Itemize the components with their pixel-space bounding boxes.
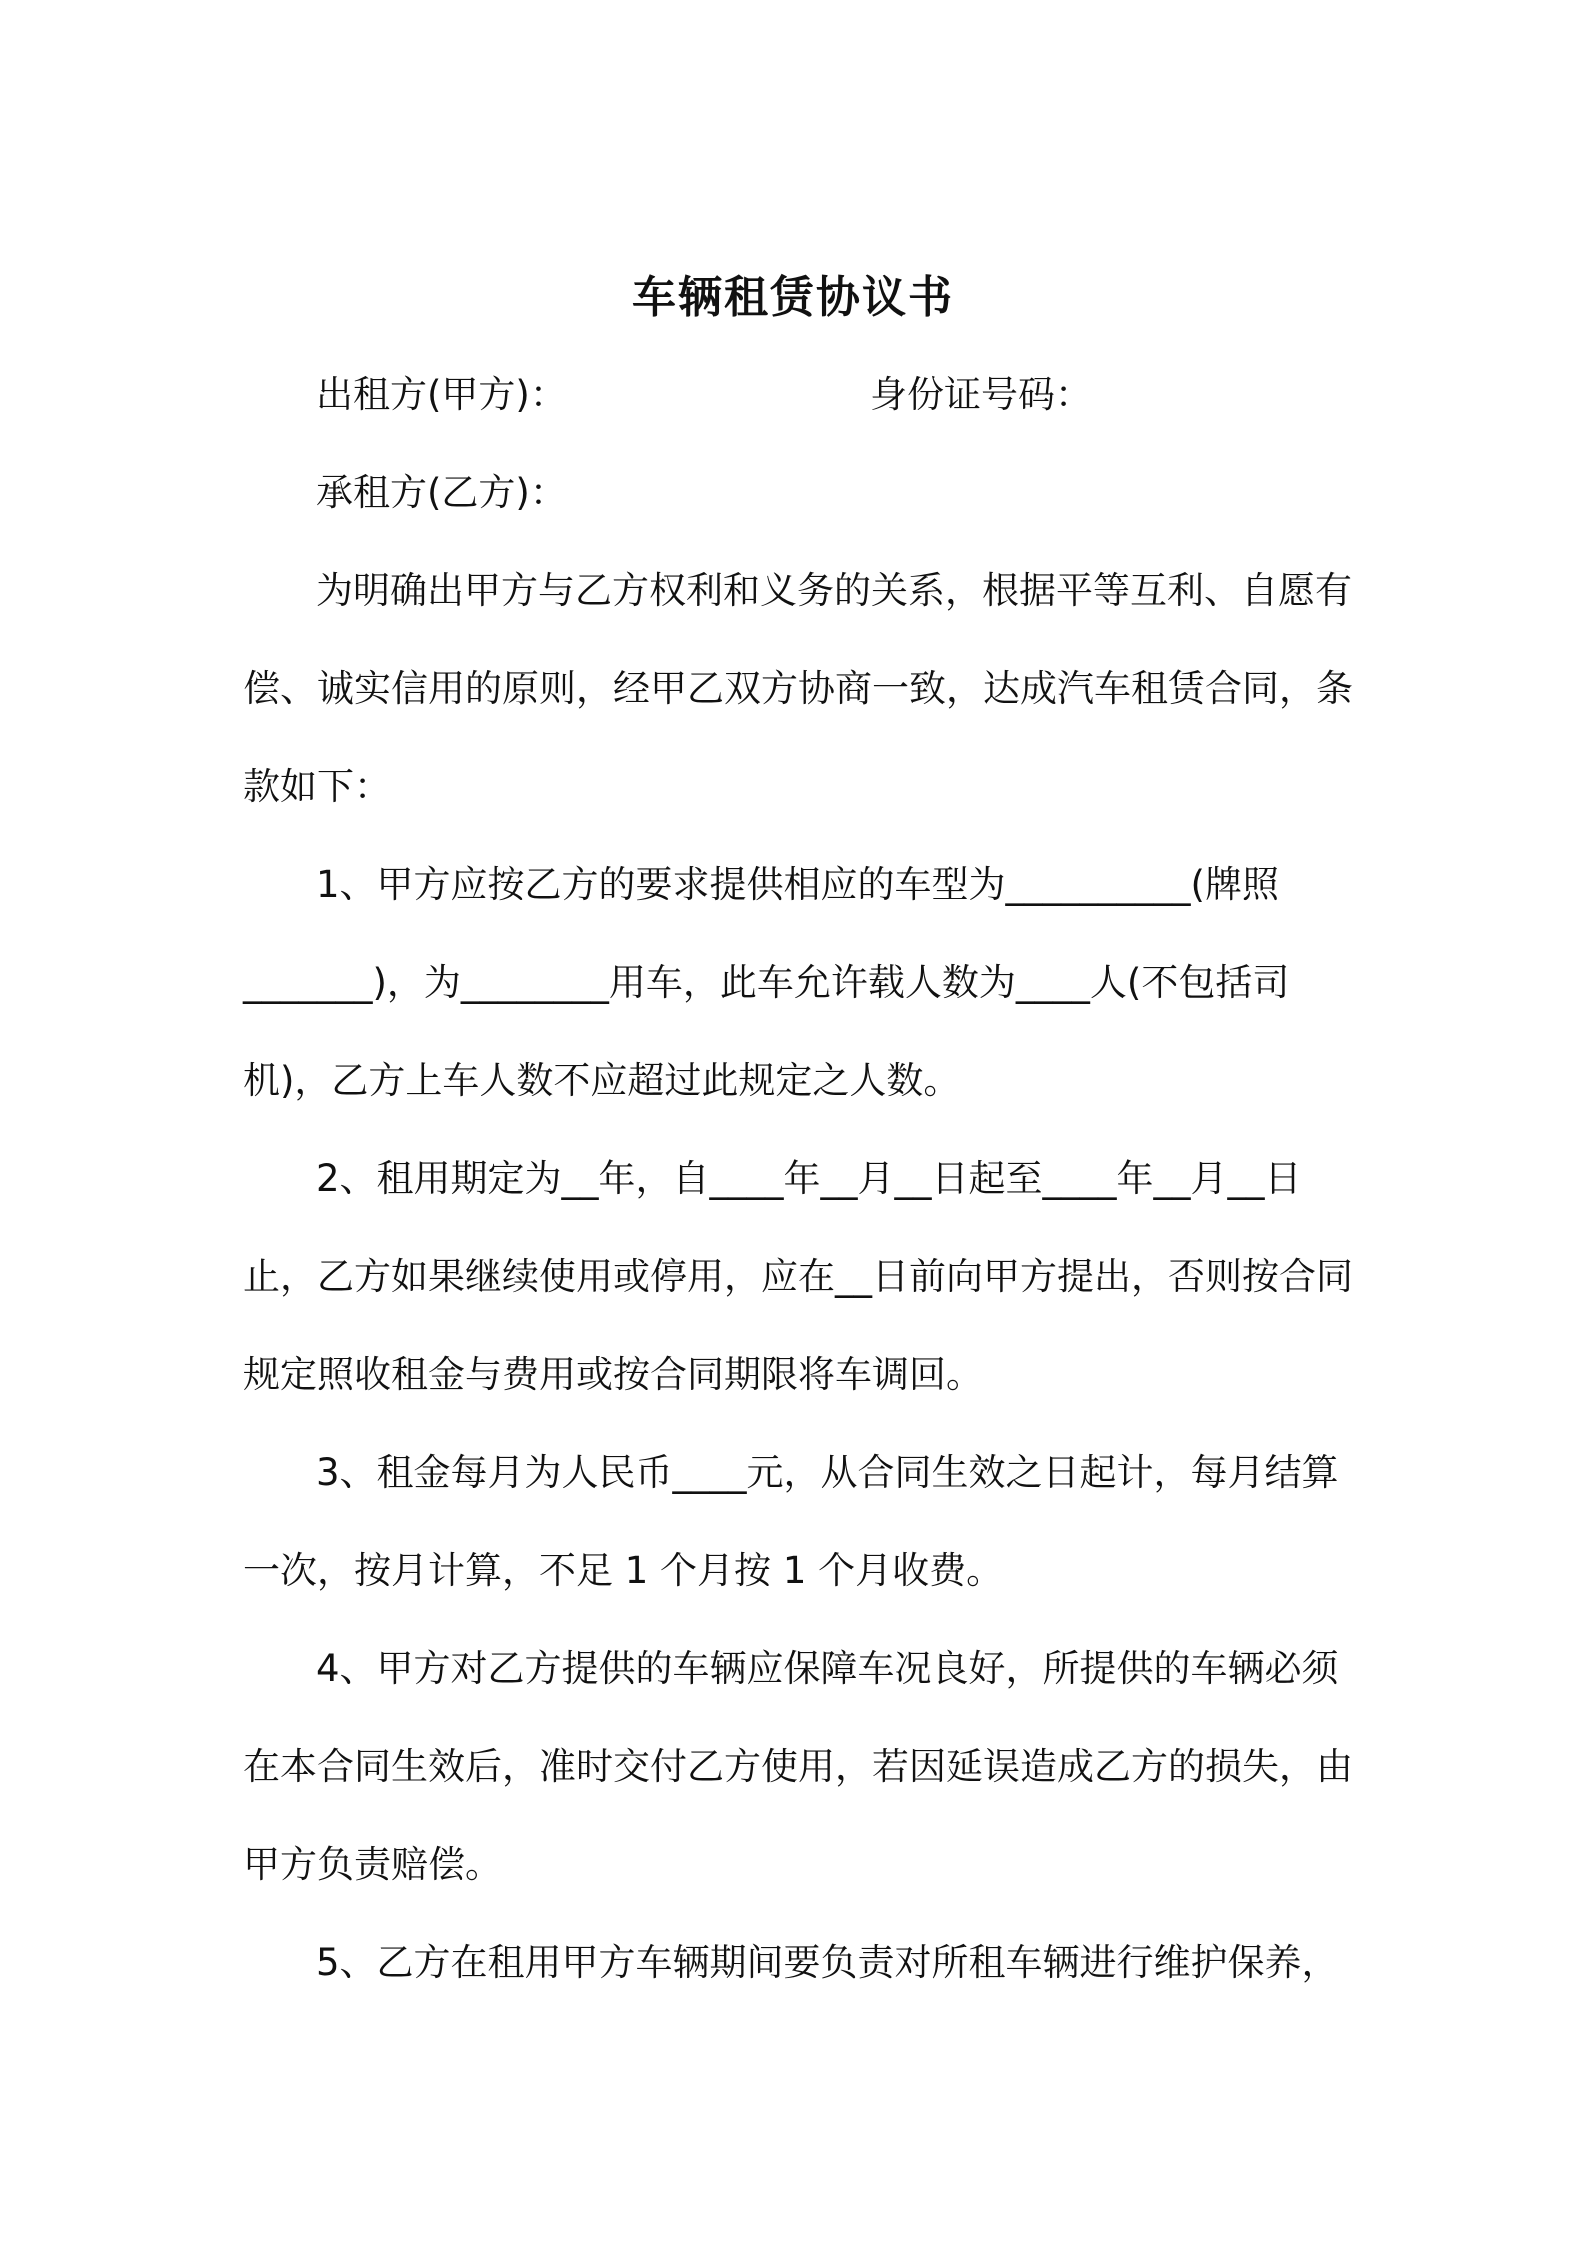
id-number-label: 身份证号码： bbox=[870, 373, 1092, 416]
clause-2-line-1: 2、租用期定为__年，自____年__月__日起至____年__月__日 bbox=[316, 1157, 1302, 1200]
clause-2-line-2: 止，乙方如果继续使用或停用，应在__日前向甲方提出，否则按合同 bbox=[243, 1255, 1353, 1298]
clause-4-line-3: 甲方负责赔偿。 bbox=[243, 1843, 502, 1886]
document-title: 车辆租赁协议书 bbox=[632, 272, 954, 323]
clause-2-line-3: 规定照收租金与费用或按合同期限将车调回。 bbox=[243, 1353, 983, 1396]
party-b-label: 承租方(乙方)： bbox=[316, 471, 567, 514]
clause-4-line-1: 4、甲方对乙方提供的车辆应保障车况良好，所提供的车辆必须 bbox=[316, 1647, 1339, 1690]
clause-1-line-2: _______)，为________用车，此车允许载人数为____人(不包括司 bbox=[243, 961, 1290, 1004]
party-a-label: 出租方(甲方)： bbox=[316, 373, 567, 416]
preamble-line-1: 为明确出甲方与乙方权利和义务的关系，根据平等互利、自愿有 bbox=[316, 569, 1352, 612]
preamble-line-2: 偿、诚实信用的原则，经甲乙双方协商一致，达成汽车租赁合同，条 bbox=[243, 667, 1353, 710]
clause-3-line-2: 一次，按月计算，不足 1 个月按 1 个月收费。 bbox=[243, 1549, 1004, 1592]
clause-4-line-2: 在本合同生效后，准时交付乙方使用，若因延误造成乙方的损失，由 bbox=[243, 1745, 1353, 1788]
preamble-line-3: 款如下： bbox=[243, 765, 391, 808]
clause-5-line-1: 5、乙方在租用甲方车辆期间要负责对所租车辆进行维护保养， bbox=[316, 1941, 1339, 1984]
clause-3-line-1: 3、租金每月为人民币____元，从合同生效之日起计，每月结算 bbox=[316, 1451, 1339, 1494]
clause-1-line-1: 1、甲方应按乙方的要求提供相应的车型为__________(牌照 bbox=[316, 863, 1279, 906]
clause-1-line-3: 机)，乙方上车人数不应超过此规定之人数。 bbox=[243, 1059, 961, 1102]
